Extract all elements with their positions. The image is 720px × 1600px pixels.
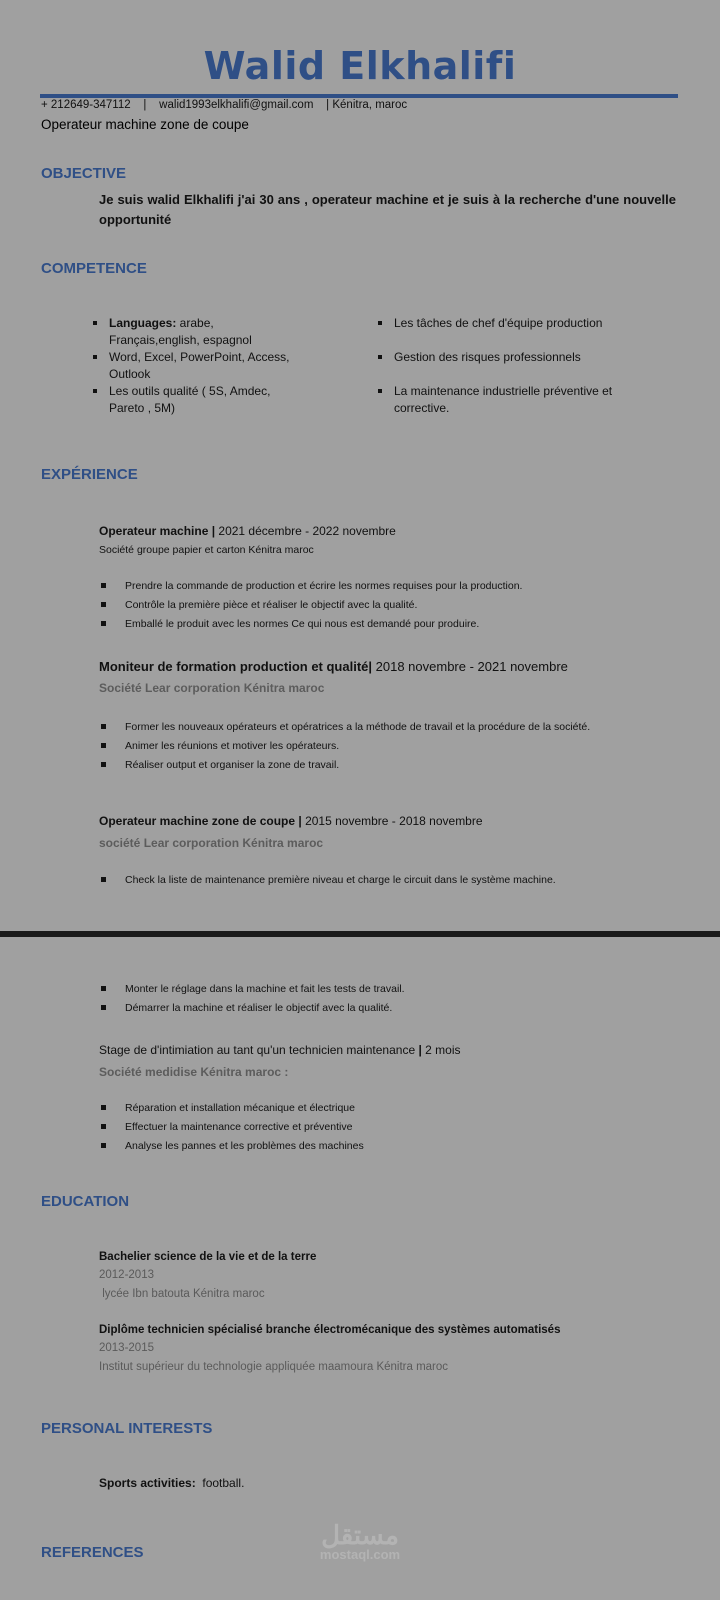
task-item: Monter le réglage dans la machine et fait les tests de travail. [99,980,405,999]
mostaql-watermark-logo: مستقل mostaql.com [319,1520,401,1562]
task-item: Animer les réunions et motiver les opérateurs. [99,737,590,756]
task-item: Réaliser output et organiser la zone de travail. [99,756,590,775]
section-heading-experience: EXPÉRIENCE [41,466,138,483]
job-company: Société groupe papier et carton Kénitra maroc [99,544,314,556]
header-divider [40,94,678,98]
job-company: société Lear corporation Kénitra maroc [99,836,324,850]
contact-line: + 212649-347112 | walid1993elkhalifi@gmail.com | Kénitra, maroc [41,99,408,111]
section-heading-objective: OBJECTIVE [41,165,127,182]
competence-item: Les tâches de chef d'équipe production [378,315,628,349]
candidate-name: Walid Elkhalifi [203,44,517,88]
task-item: Démarrer la machine et réaliser le objectif avec la qualité. [99,999,405,1018]
task-item: Analyse les pannes et les problèmes des machines [99,1137,364,1156]
task-item: Réparation et installation mécanique et électrique [99,1099,364,1118]
competence-item: Languages: arabe, Français,english, espagnol [93,315,303,349]
job-tasks [99,577,522,634]
job-tasks [99,1099,364,1156]
task-item: Contrôle la première pièce et réaliser le objectif avec la qualité. [99,596,522,615]
competence-item: Les outils qualité ( 5S, Amdec, Pareto , 5M) [93,383,303,417]
job-tasks-continued [99,980,405,1018]
job-company: Société medidise Kénitra maroc : [99,1065,289,1079]
competence-item: Word, Excel, PowerPoint, Access, Outlook [93,349,303,383]
education-school: Institut supérieur du technologie appliquée maamoura Kénitra maroc [99,1361,449,1373]
job-subtitle: Operateur machine zone de coupe [41,117,249,132]
competence-list-right [378,315,628,417]
task-item: Effectuer la maintenance corrective et préventive [99,1118,364,1137]
task-item: Check la liste de maintenance première niveau et charge le circuit dans le système machine. [99,871,556,890]
competence-list-left [93,315,303,417]
job-title: Stage de d'intimiation au tant qu'un technicien maintenance | 2 mois [99,1043,461,1057]
objective-text: Je suis walid Elkhalifi j'ai 30 ans , operateur machine et je suis à la recherche d'une nouvelle opportunité [99,192,676,227]
section-heading-education: EDUCATION [41,1193,130,1210]
job-tasks [99,871,556,890]
task-item: Prendre la commande de production et écrire les normes requises pour la production. [99,577,522,596]
section-heading-competence: COMPETENCE [41,260,147,277]
section-heading-interests: PERSONAL INTERESTS [41,1420,213,1437]
competence-item: Gestion des risques professionnels [378,349,628,383]
interest-item: Sports activities: football. [99,1476,245,1490]
education-title: Bachelier science de la vie et de la terre [99,1251,317,1263]
education-school: lycée Ibn batouta Kénitra maroc [99,1288,265,1300]
job-title: Operateur machine | 2021 décembre - 2022 novembre [99,524,396,538]
task-item: Emballé le produit avec les normes Ce qui nous est demandé pour produire. [99,615,522,634]
job-company: Société Lear corporation Kénitra maroc [99,681,325,695]
education-title: Diplôme technicien spécialisé branche électromécanique des systèmes automatisés [99,1324,561,1336]
task-item: Former les nouveaux opérateurs et opératrices a la méthode de travail et la procédure de la société. [99,718,590,737]
education-years: 2013-2015 [99,1342,154,1354]
section-heading-references: REFERENCES [41,1544,144,1561]
job-tasks [99,718,590,775]
page-break [0,931,720,937]
education-years: 2012-2013 [99,1269,154,1281]
competence-item: La maintenance industrielle préventive et corrective. [378,383,628,417]
job-title: Operateur machine zone de coupe | 2015 novembre - 2018 novembre [99,814,483,828]
job-title: Moniteur de formation production et qualité| 2018 novembre - 2021 novembre [99,659,568,674]
